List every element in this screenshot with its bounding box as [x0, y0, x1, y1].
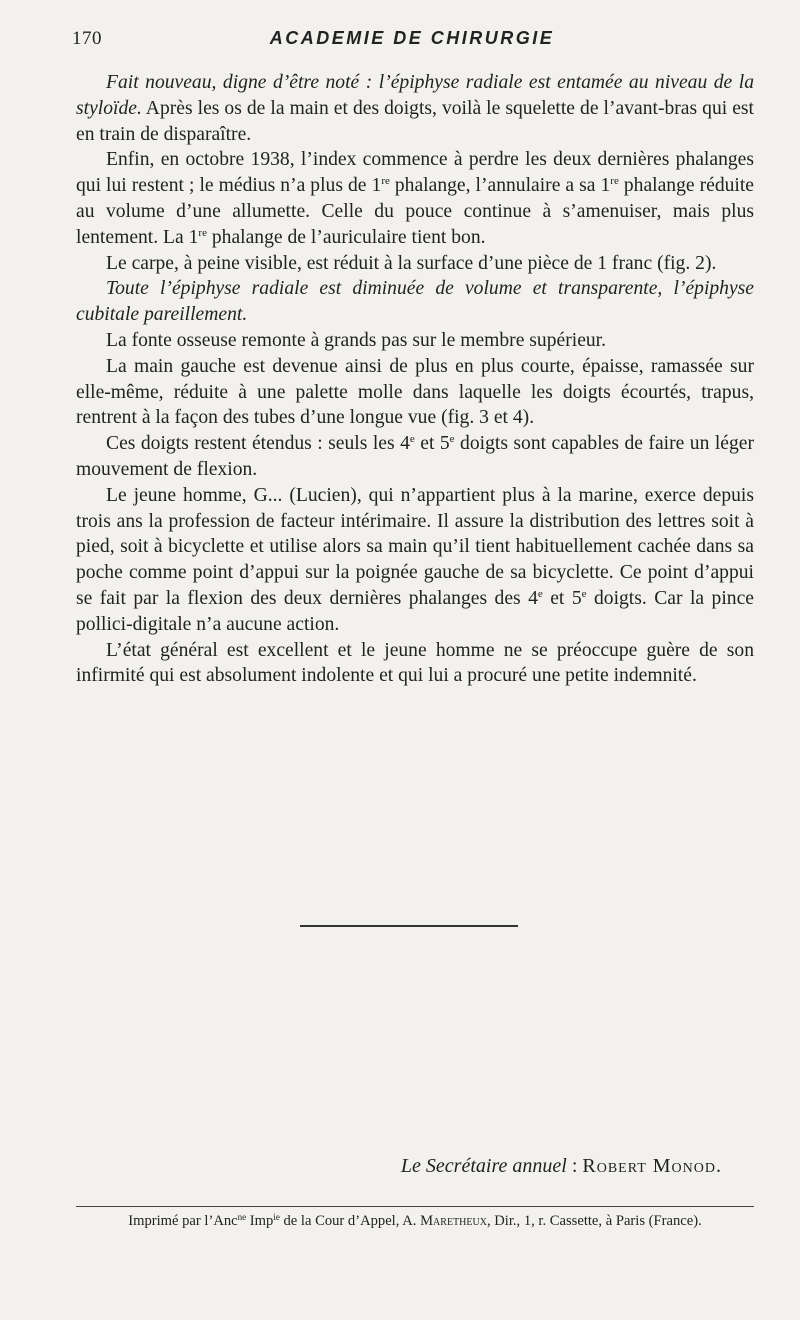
page-header [72, 28, 752, 56]
footer-divider [76, 1206, 754, 1207]
superscript: re [198, 226, 207, 239]
paragraph-7 [76, 431, 754, 483]
paragraph-2-part-b: phalange, l’annulaire a sa 1 [389, 175, 611, 197]
paragraph-1-italic: Fait nouveau, digne d’être noté : l’épiphyse radiale est entamée au niveau de la styloïde. [76, 72, 754, 119]
paragraph-2-part-a: Enfin, en octobre 1938, l’index commence à perdre les deux dernières phalanges qui lui restent ; le médius n’a plus de 1 [76, 149, 754, 197]
paragraph-8 [76, 483, 754, 638]
imprint-part-c: de la Cour d’Appel, A. [279, 1213, 421, 1229]
superscript: e [581, 587, 587, 600]
signature-separator: : [566, 1155, 583, 1177]
imprint-part-b: Imp [246, 1213, 274, 1229]
paragraph-6: La main gauche est devenue ainsi de plus en plus courte, épaisse, ramassée sur elle-même, réduite à une palette molle dans laquelle les doigts écourtés, trapus, rentrent à la façon des tubes d’une longue vue (fig. 3 et 4). [76, 355, 754, 429]
imprint-superscript-1: ne [237, 1212, 247, 1222]
paragraph-7-part-a: Ces doigts restent étendus : seuls les 4 [106, 433, 410, 455]
section-divider [300, 925, 518, 927]
superscript: e [449, 433, 455, 446]
imprint-superscript-2: ie [273, 1212, 280, 1222]
paragraph-8-part-c: doigts. Car la pince pollici-digitale n’a aucune action. [76, 587, 754, 635]
printer-imprint [76, 1213, 754, 1230]
superscript: re [610, 175, 619, 188]
paragraph-4: Toute l’épiphyse radiale est diminuée de volume et transparente, l’épiphyse cubitale pareillement. [76, 278, 754, 326]
paragraph-8-part-a: Le jeune homme, G... (Lucien), qui n’appartient plus à la marine, exerce depuis trois ans la profession de facteur intérimaire. Il assure la distribution des lettres soit à pied, soit à bicyclette et utilise alors sa main qu’il tient habituellement cachée dans sa poche comme point d’appui sur la poignée gauche de sa bicyclette. Ce point d’appui se fait par la flexion des deux dernières phalanges des 4 [76, 484, 754, 609]
paragraph-7-part-c: doigts sont capables de faire un léger mouvement de flexion. [76, 433, 755, 480]
superscript: e [537, 587, 543, 600]
imprint-part-d: , Dir., 1, r. Cassette, à Paris (France). [486, 1213, 702, 1229]
paragraph-2-part-d: phalange de l’auriculaire tient bon. [206, 226, 486, 248]
running-head: ACADEMIE DE CHIRURGIE [269, 28, 555, 48]
page-number: 170 [72, 28, 102, 49]
body-text [76, 70, 754, 689]
signature-title: Le Secrétaire annuel [400, 1155, 567, 1177]
paragraph-7-part-b: et 5 [414, 433, 450, 455]
superscript: re [381, 175, 390, 188]
signature-name: Robert Monod. [582, 1155, 722, 1177]
paragraph-2 [76, 147, 754, 250]
imprint-part-a: Imprimé par l’Anc [128, 1213, 238, 1229]
paragraph-5: La fonte osseuse remonte à grands pas sur le membre supérieur. [106, 329, 607, 351]
superscript: e [409, 433, 415, 446]
paragraph-8-part-b: et 5 [542, 587, 582, 609]
paragraph-2-part-c: phalange réduite au volume d’une allumette. Celle du pouce continue à s’amenuiser, mais plus lentement. La 1 [76, 175, 754, 248]
paragraph-9: L’état général est excellent et le jeune homme ne se préoccupe guère de son infirmité qui est absolument indolente et qui lui a procuré une petite indemnité. [76, 639, 754, 687]
imprint-printer-name: Maretheux [420, 1213, 487, 1229]
paragraph-3: Le carpe, à peine visible, est réduit à la surface d’une pièce de 1 franc (fig. 2). [106, 252, 717, 274]
paragraph-1 [76, 70, 754, 147]
paragraph-1-text: Après les os de la main et des doigts, voilà le squelette de l’avant-bras qui est en train de disparaître. [76, 97, 754, 145]
signature [0, 1155, 722, 1178]
